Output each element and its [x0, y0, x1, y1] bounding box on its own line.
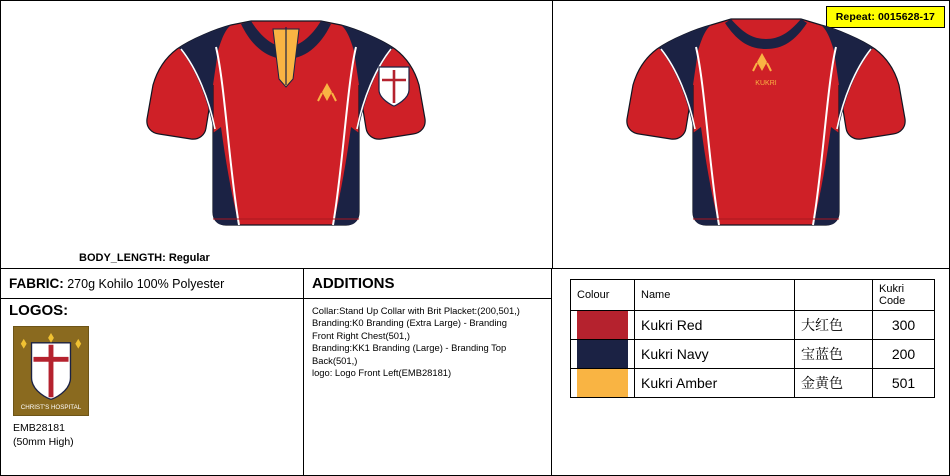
colour-swatch-cell — [571, 340, 635, 369]
colours-panel — [552, 269, 950, 476]
colour-swatch — [577, 340, 628, 368]
header-kukri-code: Kukri Code — [873, 280, 935, 311]
logo-size: (50mm High) — [13, 436, 74, 448]
fabric-divider — [1, 298, 304, 299]
colour-name: Kukri Red — [635, 311, 795, 340]
colour-table — [570, 279, 935, 398]
logos-title: LOGOS: — [9, 302, 69, 319]
colour-code: 300 — [873, 311, 935, 340]
colour-swatch — [577, 311, 628, 339]
fabric-panel — [1, 269, 304, 476]
shirt-front-view — [121, 7, 451, 247]
svg-text:CHRIST'S HOSPITAL: CHRIST'S HOSPITAL — [20, 403, 82, 411]
svg-text:KUKRI: KUKRI — [755, 80, 777, 87]
addition-line: Collar:Stand Up Collar with Brit Placket:(200,501,) — [312, 305, 520, 316]
table-row — [571, 311, 935, 340]
additions-list — [312, 305, 544, 379]
additions-title: ADDITIONS — [312, 275, 395, 292]
header-colour: Colour — [571, 280, 635, 311]
logo-crest-image — [13, 326, 89, 416]
garment-illustration-area — [1, 1, 950, 269]
fabric-row — [1, 269, 303, 291]
fabric-label: FABRIC: — [9, 276, 64, 291]
additions-panel — [304, 269, 552, 476]
colour-name: Kukri Amber — [635, 369, 795, 398]
addition-line: Branding:K0 Branding (Extra Large) - Branding — [312, 317, 507, 329]
body-length-value: Regular — [168, 252, 210, 264]
logo-caption — [13, 421, 74, 449]
colour-name: Kukri Navy — [635, 340, 795, 369]
shirt-back-view — [601, 7, 931, 247]
additions-divider — [304, 298, 552, 299]
garment-divider — [552, 1, 553, 269]
colour-name-cn: 金黄色 — [795, 369, 873, 398]
fabric-value: 270g Kohilo 100% Polyester — [67, 277, 225, 291]
addition-line: logo: Logo Front Left(EMB28181) — [312, 367, 452, 379]
table-row — [571, 340, 935, 369]
body-length-label: BODY_LENGTH: — [79, 252, 166, 264]
colour-code: 200 — [873, 340, 935, 369]
repeat-badge: Repeat: 0015628-17 — [826, 6, 945, 28]
table-row — [571, 369, 935, 398]
colour-name-cn: 宝蓝色 — [795, 340, 873, 369]
colour-name-cn: 大红色 — [795, 311, 873, 340]
colour-swatch-cell — [571, 311, 635, 340]
colour-swatch-cell — [571, 369, 635, 398]
addition-line: Front Right Chest(501,) — [312, 329, 410, 341]
header-name-cn — [795, 280, 873, 311]
body-length-row — [79, 252, 210, 264]
logo-code: EMB28181 — [13, 422, 65, 434]
addition-line: Back(501,) — [312, 354, 358, 366]
colour-code: 501 — [873, 369, 935, 398]
addition-line: Branding:KK1 Branding (Large) - Branding Top — [312, 342, 507, 354]
spec-bottom-panels — [1, 269, 950, 476]
header-name: Name — [635, 280, 795, 311]
colour-swatch — [577, 369, 628, 397]
table-header-row — [571, 280, 935, 311]
